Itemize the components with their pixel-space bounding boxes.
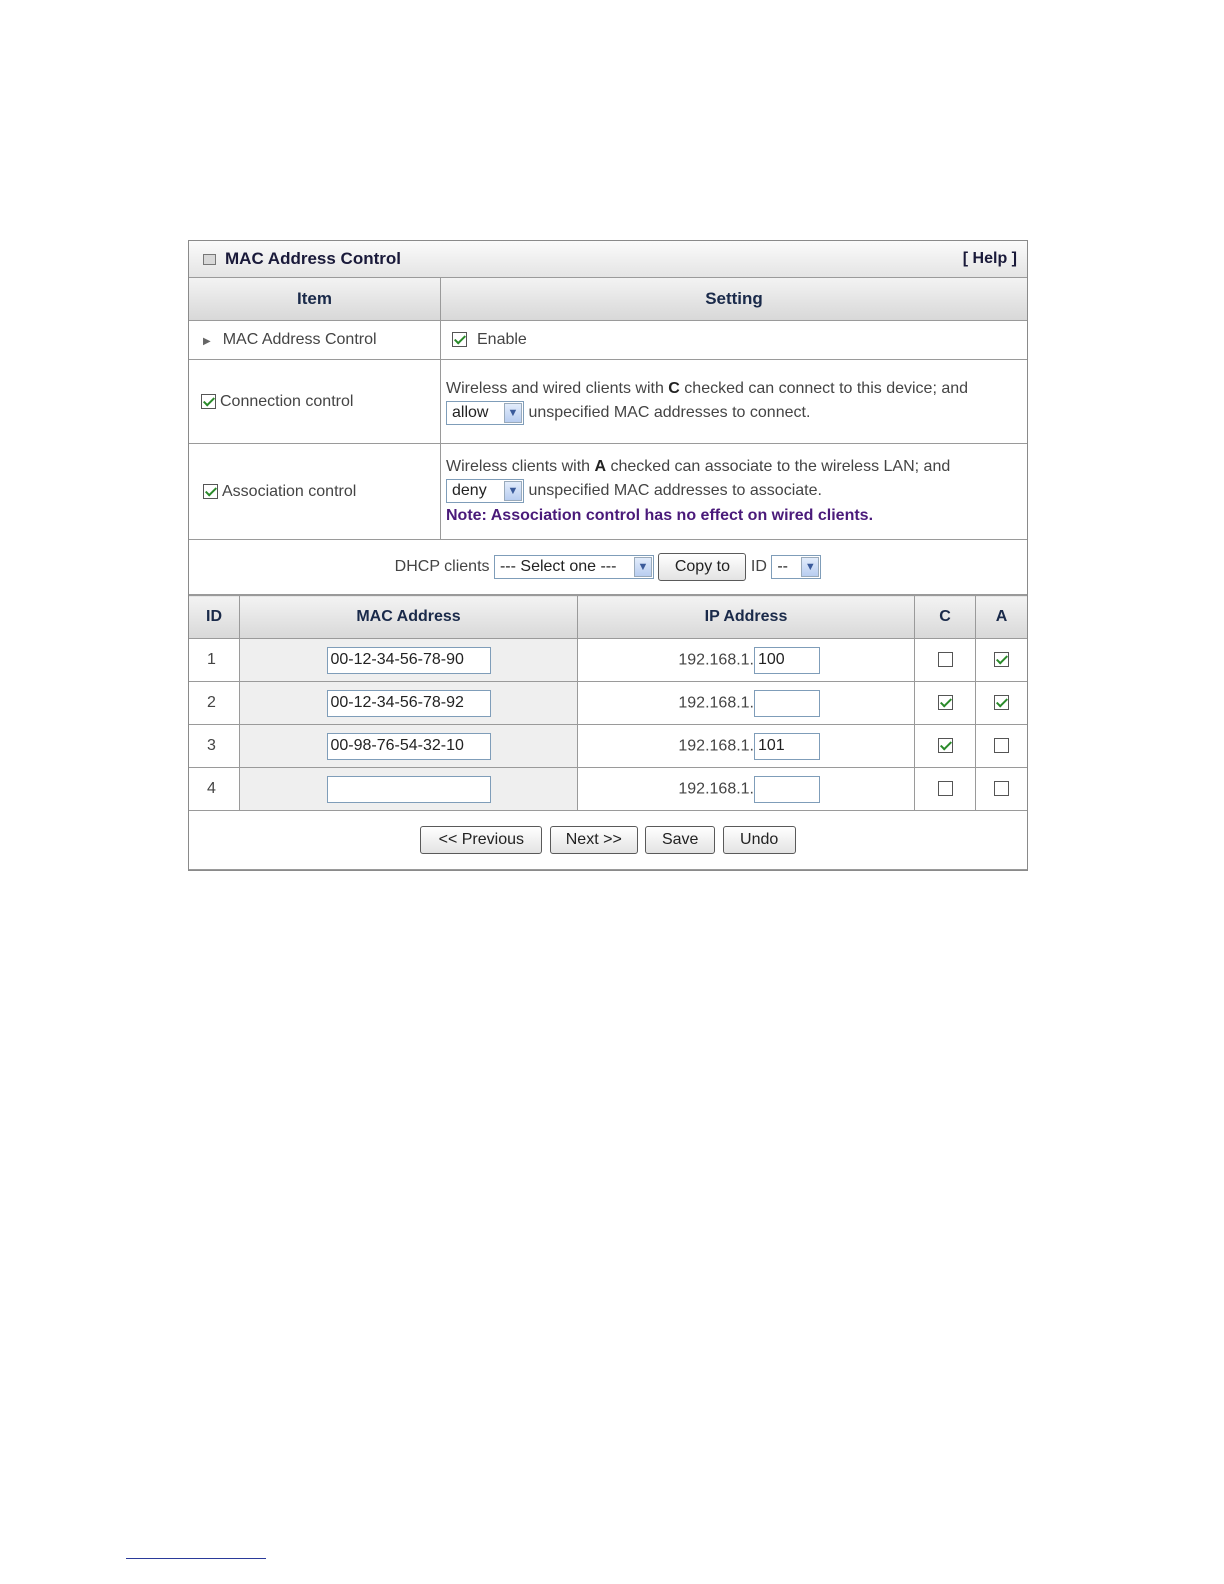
ip-column-header: IP Address bbox=[578, 596, 915, 639]
chevron-down-icon: ▼ bbox=[634, 557, 652, 577]
connection-control-setting bbox=[441, 360, 1028, 444]
association-text-1: Wireless clients with bbox=[446, 458, 595, 476]
connect-checkbox[interactable] bbox=[938, 652, 953, 667]
dhcp-clients-select[interactable] bbox=[494, 555, 654, 579]
a-column-header: A bbox=[976, 596, 1028, 639]
dhcp-clients-label: DHCP clients bbox=[394, 558, 490, 576]
association-policy-value: deny bbox=[452, 482, 487, 500]
mac-input[interactable]: 00-98-76-54-32-10 bbox=[327, 733, 491, 760]
mac-address-control-panel bbox=[188, 240, 1028, 871]
c-column-header: C bbox=[915, 596, 976, 639]
ip-input[interactable] bbox=[754, 690, 820, 717]
ip-cell bbox=[578, 682, 915, 725]
setting-header: Setting bbox=[441, 278, 1028, 321]
triangle-right-icon: ▶ bbox=[203, 336, 211, 347]
mac-control-item bbox=[189, 321, 441, 360]
mac-cell bbox=[240, 639, 578, 682]
mac-cell bbox=[240, 725, 578, 768]
row-id: 3 bbox=[189, 725, 240, 768]
mac-control-setting bbox=[441, 321, 1028, 360]
a-cell bbox=[976, 725, 1028, 768]
connection-text-1: Wireless and wired clients with bbox=[446, 380, 669, 398]
ip-input[interactable] bbox=[754, 776, 820, 803]
row-id: 2 bbox=[189, 682, 240, 725]
c-cell bbox=[915, 725, 976, 768]
ip-cell bbox=[578, 725, 915, 768]
mac-cell bbox=[240, 682, 578, 725]
c-cell bbox=[915, 682, 976, 725]
connection-control-checkbox[interactable] bbox=[201, 394, 216, 409]
connection-control-item bbox=[189, 360, 441, 444]
association-control-item bbox=[189, 444, 441, 540]
connection-control-label: Connection control bbox=[220, 392, 354, 410]
next-button[interactable]: Next >> bbox=[550, 826, 638, 854]
mac-cell bbox=[240, 768, 578, 811]
c-cell bbox=[915, 768, 976, 811]
button-bar bbox=[189, 811, 1027, 870]
previous-button[interactable]: << Previous bbox=[420, 826, 542, 854]
connection-policy-select[interactable] bbox=[446, 401, 524, 425]
ip-prefix: 192.168.1. bbox=[678, 780, 754, 798]
mac-input[interactable] bbox=[327, 776, 491, 803]
association-key: A bbox=[594, 458, 607, 476]
mac-column-header: MAC Address bbox=[240, 596, 578, 639]
connect-checkbox[interactable] bbox=[938, 738, 953, 753]
id-select-value: -- bbox=[777, 558, 788, 575]
a-cell bbox=[976, 768, 1028, 811]
connect-checkbox[interactable] bbox=[938, 781, 953, 796]
row-id: 4 bbox=[189, 768, 240, 811]
mac-input[interactable]: 00-12-34-56-78-90 bbox=[327, 647, 491, 674]
ip-prefix: 192.168.1. bbox=[678, 737, 754, 755]
dhcp-clients-row bbox=[189, 540, 1027, 595]
ip-input[interactable]: 100 bbox=[754, 647, 820, 674]
connection-text-3: unspecified MAC addresses to connect. bbox=[528, 404, 811, 422]
footnote-separator bbox=[126, 1558, 266, 1559]
help-link[interactable]: [ Help ] bbox=[962, 250, 1017, 267]
mac-control-label: MAC Address Control bbox=[222, 331, 377, 348]
association-text-2: checked can associate to the wireless LAN; and bbox=[606, 458, 951, 476]
chevron-down-icon: ▼ bbox=[801, 557, 819, 577]
ip-cell bbox=[578, 768, 915, 811]
chevron-down-icon: ▼ bbox=[504, 403, 522, 423]
association-policy-select[interactable] bbox=[446, 479, 524, 503]
enable-label: Enable bbox=[477, 331, 527, 348]
panel-titlebar bbox=[189, 241, 1027, 278]
association-note: Note: Association control has no effect on wired clients. bbox=[446, 506, 874, 524]
settings-table bbox=[189, 278, 1027, 595]
association-text-3: unspecified MAC addresses to associate. bbox=[528, 482, 822, 500]
associate-checkbox[interactable] bbox=[994, 695, 1009, 710]
associate-checkbox[interactable] bbox=[994, 652, 1009, 667]
ip-prefix: 192.168.1. bbox=[678, 694, 754, 712]
c-cell bbox=[915, 639, 976, 682]
associate-checkbox[interactable] bbox=[994, 738, 1009, 753]
chevron-down-icon: ▼ bbox=[504, 481, 522, 501]
id-select[interactable] bbox=[771, 555, 821, 579]
a-cell bbox=[976, 682, 1028, 725]
enable-checkbox[interactable] bbox=[452, 332, 467, 347]
id-column-header: ID bbox=[189, 596, 240, 639]
copy-to-button[interactable]: Copy to bbox=[658, 553, 746, 581]
mac-input[interactable]: 00-12-34-56-78-92 bbox=[327, 690, 491, 717]
ip-input[interactable]: 101 bbox=[754, 733, 820, 760]
dhcp-clients-value: --- Select one --- bbox=[499, 558, 617, 575]
connection-text-2: checked can connect to this device; and bbox=[679, 380, 969, 398]
panel-title bbox=[203, 249, 401, 269]
id-label: ID bbox=[750, 558, 767, 576]
save-button[interactable]: Save bbox=[645, 826, 715, 854]
table-row bbox=[189, 639, 1027, 682]
table-row bbox=[189, 768, 1027, 811]
association-control-label: Association control bbox=[222, 482, 357, 500]
item-header: Item bbox=[189, 278, 441, 321]
window-icon bbox=[203, 254, 216, 265]
association-control-setting bbox=[441, 444, 1028, 540]
connection-policy-value: allow bbox=[452, 404, 489, 422]
undo-button[interactable]: Undo bbox=[723, 826, 796, 854]
connection-key: C bbox=[668, 380, 680, 398]
mac-list-table bbox=[189, 595, 1027, 870]
a-cell bbox=[976, 639, 1028, 682]
table-row bbox=[189, 725, 1027, 768]
table-row bbox=[189, 682, 1027, 725]
panel-title-text: MAC Address Control bbox=[225, 249, 401, 268]
associate-checkbox[interactable] bbox=[994, 781, 1009, 796]
association-control-checkbox[interactable] bbox=[203, 484, 218, 499]
ip-prefix: 192.168.1. bbox=[678, 651, 754, 669]
row-id: 1 bbox=[189, 639, 240, 682]
connect-checkbox[interactable] bbox=[938, 695, 953, 710]
ip-cell bbox=[578, 639, 915, 682]
